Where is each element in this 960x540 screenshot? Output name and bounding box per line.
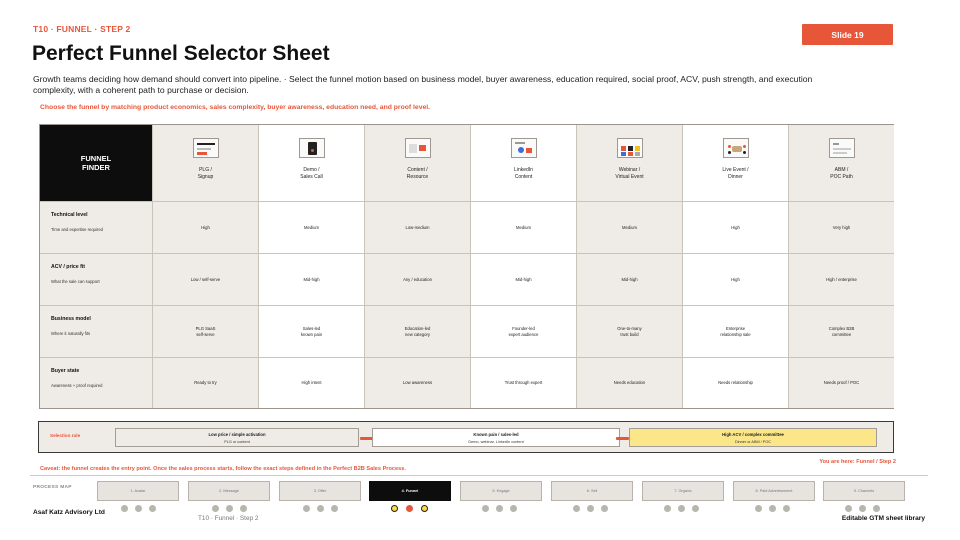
row-title: ACV / price fit	[51, 264, 86, 270]
row-title: Technical level	[51, 212, 88, 218]
eyebrow-label: T10 · FUNNEL · STEP 2	[33, 24, 131, 34]
matrix-cell: Needs relationship	[682, 357, 788, 408]
column-header-live-event[interactable]	[682, 125, 788, 201]
matrix-cell: High intent	[258, 357, 364, 408]
matrix-cell: Founder-led expert audience	[470, 305, 576, 357]
column-label: Demo / Sales Call	[300, 167, 323, 180]
column-label: PLG / Signup	[197, 167, 214, 180]
row-subtitle: What the sale can support	[51, 279, 100, 284]
rule-connector	[616, 437, 629, 440]
social-post-icon	[511, 138, 537, 158]
column-label: ABM / POC Path	[830, 167, 853, 180]
signup-form-icon	[193, 138, 219, 158]
row-subtitle: Where it naturally fits	[51, 331, 91, 336]
matrix-cell: Medium	[576, 201, 682, 253]
matrix-cell: Sales-led known pain	[258, 305, 364, 357]
process-step-engage[interactable]: 5. Engage	[460, 481, 542, 501]
event-table-icon	[723, 138, 749, 158]
matrix-cell: Very high	[788, 201, 894, 253]
matrix-cell: Needs education	[576, 357, 682, 408]
funnel-finder-matrix	[39, 124, 894, 409]
phone-call-icon	[299, 138, 325, 158]
matrix-cell: Enterprise relationship sale	[682, 305, 788, 357]
matrix-cell: Ready to try	[152, 357, 258, 408]
caveat-text: Caveat: the funnel creates the entry point. Once the sales process starts, follow the exact steps defined in the Perfect B2B Sales Process.	[40, 466, 406, 472]
matrix-cell: Mid-high	[258, 253, 364, 305]
column-label: Webinar / Virtual Event	[615, 167, 644, 180]
matrix-cell: Complex B2B committee	[788, 305, 894, 357]
matrix-cell: Education-led new category	[364, 305, 470, 357]
process-step-offer[interactable]: 3. Offer	[279, 481, 361, 501]
row-title: Buyer state	[51, 368, 80, 374]
matrix-cell: High	[682, 253, 788, 305]
matrix-cell: Needs proof / POC	[788, 357, 894, 408]
page-subtitle: Growth teams deciding how demand should convert into pipeline. · Select the funnel motion based on business model, buyer awareness, education required, social proof, ACV, push strength, and execution complexity, with a coherent path to purchase or decision.	[33, 74, 813, 95]
process-map-label: PROCESS MAP	[33, 485, 72, 490]
column-header-demo[interactable]	[258, 125, 364, 201]
matrix-cell: Low / self-serve	[152, 253, 258, 305]
account-target-icon	[829, 138, 855, 158]
footer-library: Editable GTM sheet library	[841, 515, 925, 522]
rule-segment-desc: Dinner or ABM / POC	[734, 439, 772, 444]
matrix-cell: Low-medium	[364, 201, 470, 253]
matrix-cell: Medium	[258, 201, 364, 253]
column-label: Live Event / Dinner	[722, 167, 749, 180]
rule-segment-desc: PLG or content	[224, 439, 250, 444]
matrix-cell: High	[682, 201, 788, 253]
column-header-linkedin[interactable]	[470, 125, 576, 201]
rule-segment-high-acv	[629, 428, 877, 447]
matrix-cell: Medium	[470, 201, 576, 253]
matrix-cell: Mid-high	[576, 253, 682, 305]
row-title: Business model	[51, 316, 91, 322]
footer-company: Asaf Katz Advisory Ltd	[33, 509, 105, 516]
matrix-cell: Mid-high	[470, 253, 576, 305]
matrix-cell: Trust through expert	[470, 357, 576, 408]
column-header-abm[interactable]	[788, 125, 894, 201]
rule-segment-title: High ACV / complex committee	[722, 431, 784, 437]
process-step-paid-advertisement[interactable]: 8. Paid Advertisement	[733, 481, 815, 501]
footer-step: T10 · Funnel · Step 2	[198, 515, 259, 522]
row-header-business-model	[40, 305, 152, 357]
rule-segment-title: Known pain / sales-led	[473, 431, 519, 437]
process-step-sell[interactable]: 6. Sell	[551, 481, 633, 501]
row-subtitle: Time and expertise required	[51, 227, 103, 232]
row-subtitle: Awareness + proof required	[51, 383, 103, 388]
matrix-cell: High / enterprise	[788, 253, 894, 305]
rule-segment-low-price	[115, 428, 359, 447]
process-step-channels[interactable]: 9. Channels	[823, 481, 905, 501]
row-header-buyer-state	[40, 357, 152, 408]
you-are-here-label: You are here: Funnel / Step 2	[819, 459, 896, 465]
matrix-cell: High	[152, 201, 258, 253]
process-step-funnel[interactable]: 4. Funnel	[369, 481, 451, 501]
process-step-message[interactable]: 2. Message	[188, 481, 270, 501]
matrix-cell: PLG SaaS self-serve	[152, 305, 258, 357]
column-label: LinkedIn Content	[514, 167, 533, 180]
page-title: Perfect Funnel Selector Sheet	[32, 42, 330, 65]
row-header-technical-level	[40, 201, 152, 253]
process-step-organic[interactable]: 7. Organic	[642, 481, 724, 501]
column-header-content[interactable]	[364, 125, 470, 201]
selection-rule-label: Selection rule	[50, 433, 81, 438]
rule-segment-desc: Demo, webinar, LinkedIn content	[468, 439, 524, 444]
document-resource-icon	[405, 138, 431, 158]
column-header-plg[interactable]	[152, 125, 258, 201]
matrix-cell: Low awareness	[364, 357, 470, 408]
divider	[30, 475, 928, 476]
rule-segment-title: Low price / simple activation	[208, 431, 266, 437]
row-header-acv-price-fit	[40, 253, 152, 305]
instruction-text: Choose the funnel by matching product economics, sales complexity, buyer awareness, education need, and proof level.	[40, 104, 431, 111]
funnel-finder-corner: FUNNEL FINDER	[40, 125, 152, 201]
column-header-webinar[interactable]	[576, 125, 682, 201]
rule-segment-known-pain	[372, 428, 620, 447]
slide-number-badge: Slide 19	[802, 24, 893, 45]
process-step-avatar[interactable]: 1. Avatar	[97, 481, 179, 501]
webinar-grid-icon	[617, 138, 643, 158]
column-label: Content / Resource	[406, 167, 429, 180]
matrix-cell: Any / education	[364, 253, 470, 305]
matrix-cell: One-to-many trust build	[576, 305, 682, 357]
selection-rule-bar	[38, 421, 894, 453]
